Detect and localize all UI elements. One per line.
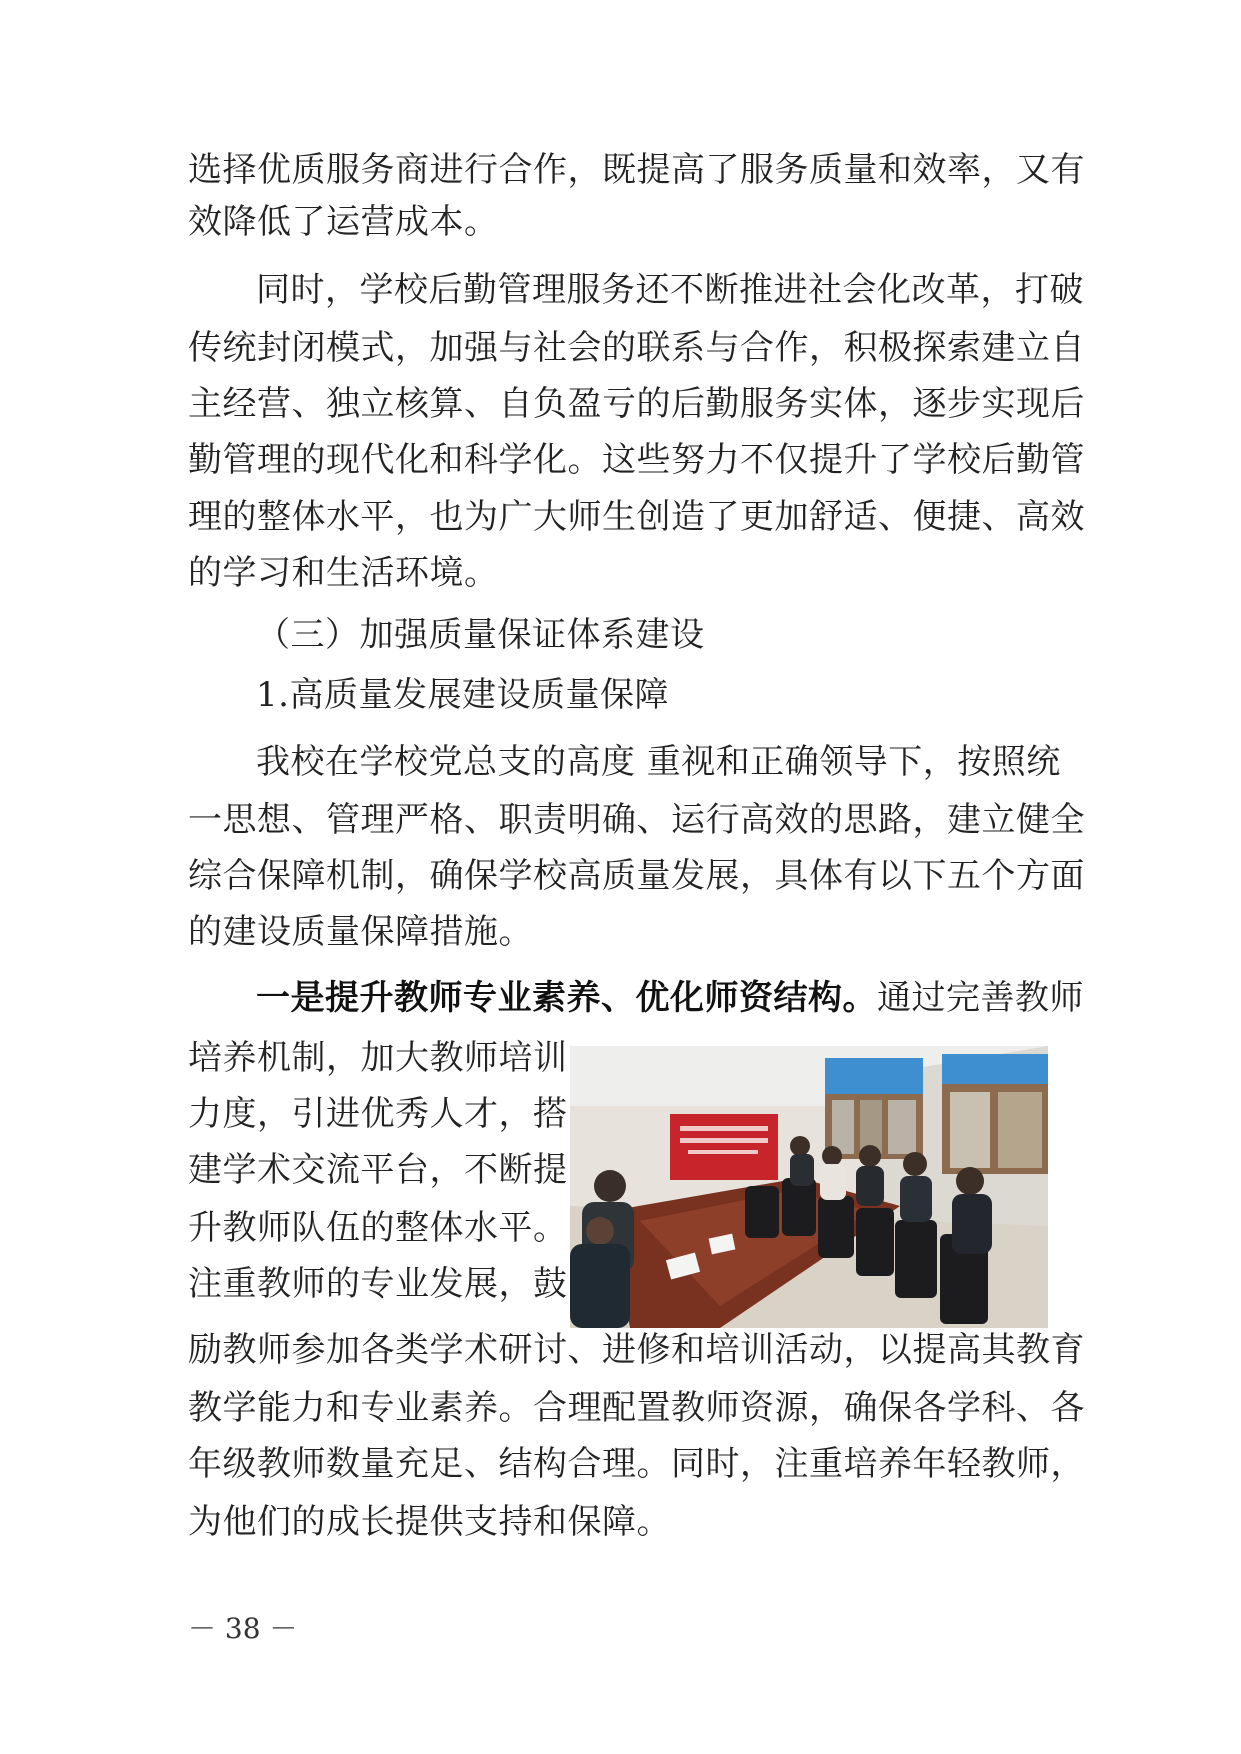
- text-line: 的建设质量保障措施。: [188, 912, 533, 952]
- text-line: 同时，学校后勤管理服务还不断推进社会化改革，打破: [256, 270, 1084, 310]
- text-line: 教学能力和专业素养。合理配置教师资源，确保各学科、各: [188, 1388, 1085, 1428]
- text-line: 一思想、管理严格、职责明确、运行高效的思路，建立健全: [188, 800, 1085, 840]
- text-span: 通过完善教师: [877, 978, 1084, 1018]
- text-line: 的学习和生活环境。: [188, 553, 499, 593]
- text-line: 为他们的成长提供支持和保障。: [188, 1502, 671, 1542]
- page-number: － 38 －: [188, 1612, 298, 1645]
- text-line: 传统封闭模式，加强与社会的联系与合作，积极探索建立自: [188, 328, 1085, 368]
- text-line: 综合保障机制，确保学校高质量发展，具体有以下五个方面: [188, 856, 1085, 896]
- text-line: 勤管理的现代化和科学化。这些努力不仅提升了学校后勤管: [188, 440, 1085, 480]
- text-line: 年级教师数量充足、结构合理。同时，注重培养年轻教师，: [188, 1444, 1085, 1484]
- text-line: 我校在学校党总支的高度 重视和正确领导下，按照统: [256, 742, 1061, 782]
- text-line: 效降低了运营成本。: [188, 202, 499, 242]
- text-line: [256, 978, 1084, 1018]
- meeting-room-illustration: [570, 1046, 1048, 1328]
- text-line: 理的整体水平，也为广大师生创造了更加舒适、便捷、高效: [188, 497, 1085, 537]
- text-line: 主经营、独立核算、自负盈亏的后勤服务实体，逐步实现后: [188, 384, 1085, 424]
- bold-lead: 一是提升教师专业素养、优化师资结构。: [256, 978, 877, 1018]
- meeting-room-photo: [570, 1046, 1048, 1328]
- text-line: 培养机制，加大教师培训: [188, 1038, 568, 1078]
- subsection-heading: 1.高质量发展建设质量保障: [256, 675, 669, 715]
- text-line: 励教师参加各类学术研讨、进修和培训活动，以提高其教育: [188, 1330, 1085, 1370]
- text-line: 注重教师的专业发展，鼓: [188, 1264, 568, 1304]
- text-line: 力度，引进优秀人才，搭: [188, 1094, 568, 1134]
- section-heading: （三）加强质量保证体系建设: [256, 615, 705, 655]
- text-line: 选择优质服务商进行合作，既提高了服务质量和效率，又有: [188, 150, 1085, 190]
- text-line: 建学术交流平台，不断提: [188, 1150, 568, 1190]
- text-line: 升教师队伍的整体水平。: [188, 1208, 568, 1248]
